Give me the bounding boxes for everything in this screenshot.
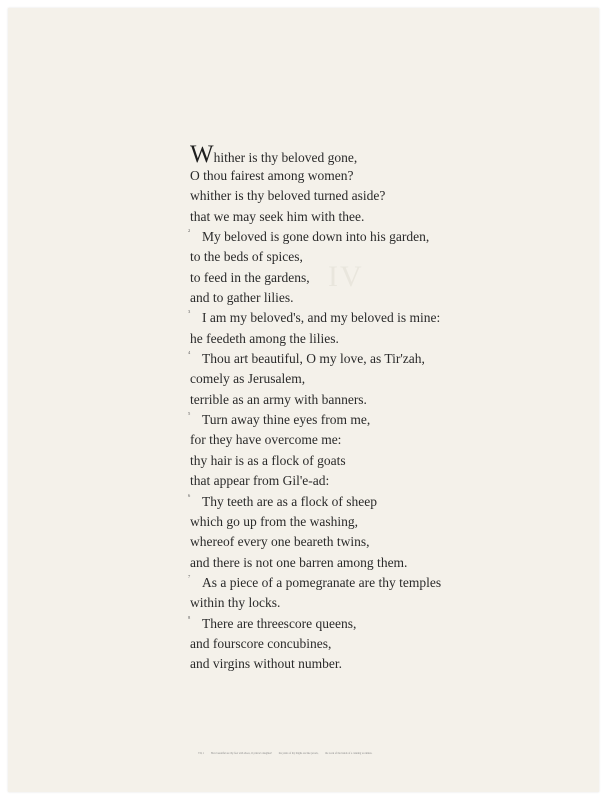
verse-text: O thou fairest among women? (190, 168, 354, 183)
verse-text: I am my beloved's, and my beloved is mine: (202, 310, 441, 326)
verse-text: Thou art beautiful, O my love, as Tir'zah, (202, 351, 425, 367)
verse-text: whither is thy beloved turned aside? (190, 188, 386, 204)
footnote-part: the joints of thy thighs are like jewels, (278, 752, 319, 755)
verse-line (190, 573, 490, 593)
verse-text: and virgins without number. (190, 656, 342, 672)
verse-number: 3 (188, 309, 191, 315)
verse-line (190, 308, 490, 328)
verse-text: which go up from the washing, (190, 513, 358, 529)
verse-text: terrible as an army with banners. (190, 391, 367, 407)
verse-block (190, 138, 490, 675)
verse-line (190, 227, 490, 247)
verse-number: 6 (188, 492, 191, 498)
verse-number: 4 (188, 350, 191, 356)
verse-line (190, 166, 490, 186)
verse-line (190, 614, 490, 634)
drop-cap: W (190, 141, 214, 168)
verse-line (190, 512, 490, 532)
verse-line (190, 532, 490, 552)
verse-line (190, 390, 490, 410)
first-line-text: hither is thy beloved gone, (213, 150, 358, 165)
verse-line (190, 593, 490, 613)
verse-text: whereof every one beareth twins, (190, 534, 370, 550)
verse-text: and to gather lilies. (190, 290, 294, 306)
verse-text: he feedeth among the lilies. (190, 330, 339, 346)
verse-text: and there is not one barren among them. (190, 554, 408, 570)
verse-text: There are threescore queens, (202, 615, 357, 631)
verse-text: Thy teeth are as a flock of sheep (202, 493, 378, 509)
verse-line (190, 410, 490, 430)
verse-line (190, 634, 490, 654)
verse-text: that we may seek him with thee. (190, 208, 365, 224)
verse-text: As a piece of a pomegranate are thy temples (202, 574, 442, 590)
verse-line (190, 430, 490, 450)
verse-text: for they have overcome me: (190, 432, 342, 448)
watermark: IV (328, 260, 364, 293)
verse-line (190, 186, 490, 206)
verse-line (190, 492, 490, 512)
verse-lines (190, 166, 490, 675)
footnote-ref: VII, 1 (198, 752, 205, 755)
verse-line (190, 349, 490, 369)
verse-line (190, 471, 490, 491)
verse-number: 5 (188, 411, 191, 417)
paper-sheet (8, 8, 599, 792)
footnote-part: How beautiful are thy feet with shoes, O prince's daughter! (210, 752, 273, 755)
verse-number: 2 (188, 228, 191, 234)
verse-text: within thy locks. (190, 595, 281, 611)
verse-line (190, 268, 490, 288)
verse-first-line (190, 138, 490, 166)
verse-text: thy hair is as a flock of goats (190, 452, 346, 468)
verse-line (190, 247, 490, 267)
verse-text: comely as Jerusalem, (190, 371, 306, 387)
footnote-part: the work of the hands of a cunning workman. (325, 752, 373, 755)
verse-text: and fourscore concubines, (190, 635, 332, 651)
verse-text: that appear from Gil'e-ad: (190, 473, 330, 489)
footnote (198, 752, 378, 755)
verse-text: Turn away thine eyes from me, (202, 412, 371, 428)
verse-line (190, 451, 490, 471)
verse-text: to the beds of spices, (190, 249, 303, 265)
verse-text: to feed in the gardens, (190, 269, 310, 285)
verse-line (190, 288, 490, 308)
verse-text: My beloved is gone down into his garden, (202, 229, 430, 245)
verse-line (190, 369, 490, 389)
verse-line (190, 553, 490, 573)
verse-number: 7 (188, 573, 191, 579)
verse-line (190, 207, 490, 227)
verse-line (190, 329, 490, 349)
verse-number: 8 (188, 614, 191, 620)
verse-line (190, 654, 490, 674)
